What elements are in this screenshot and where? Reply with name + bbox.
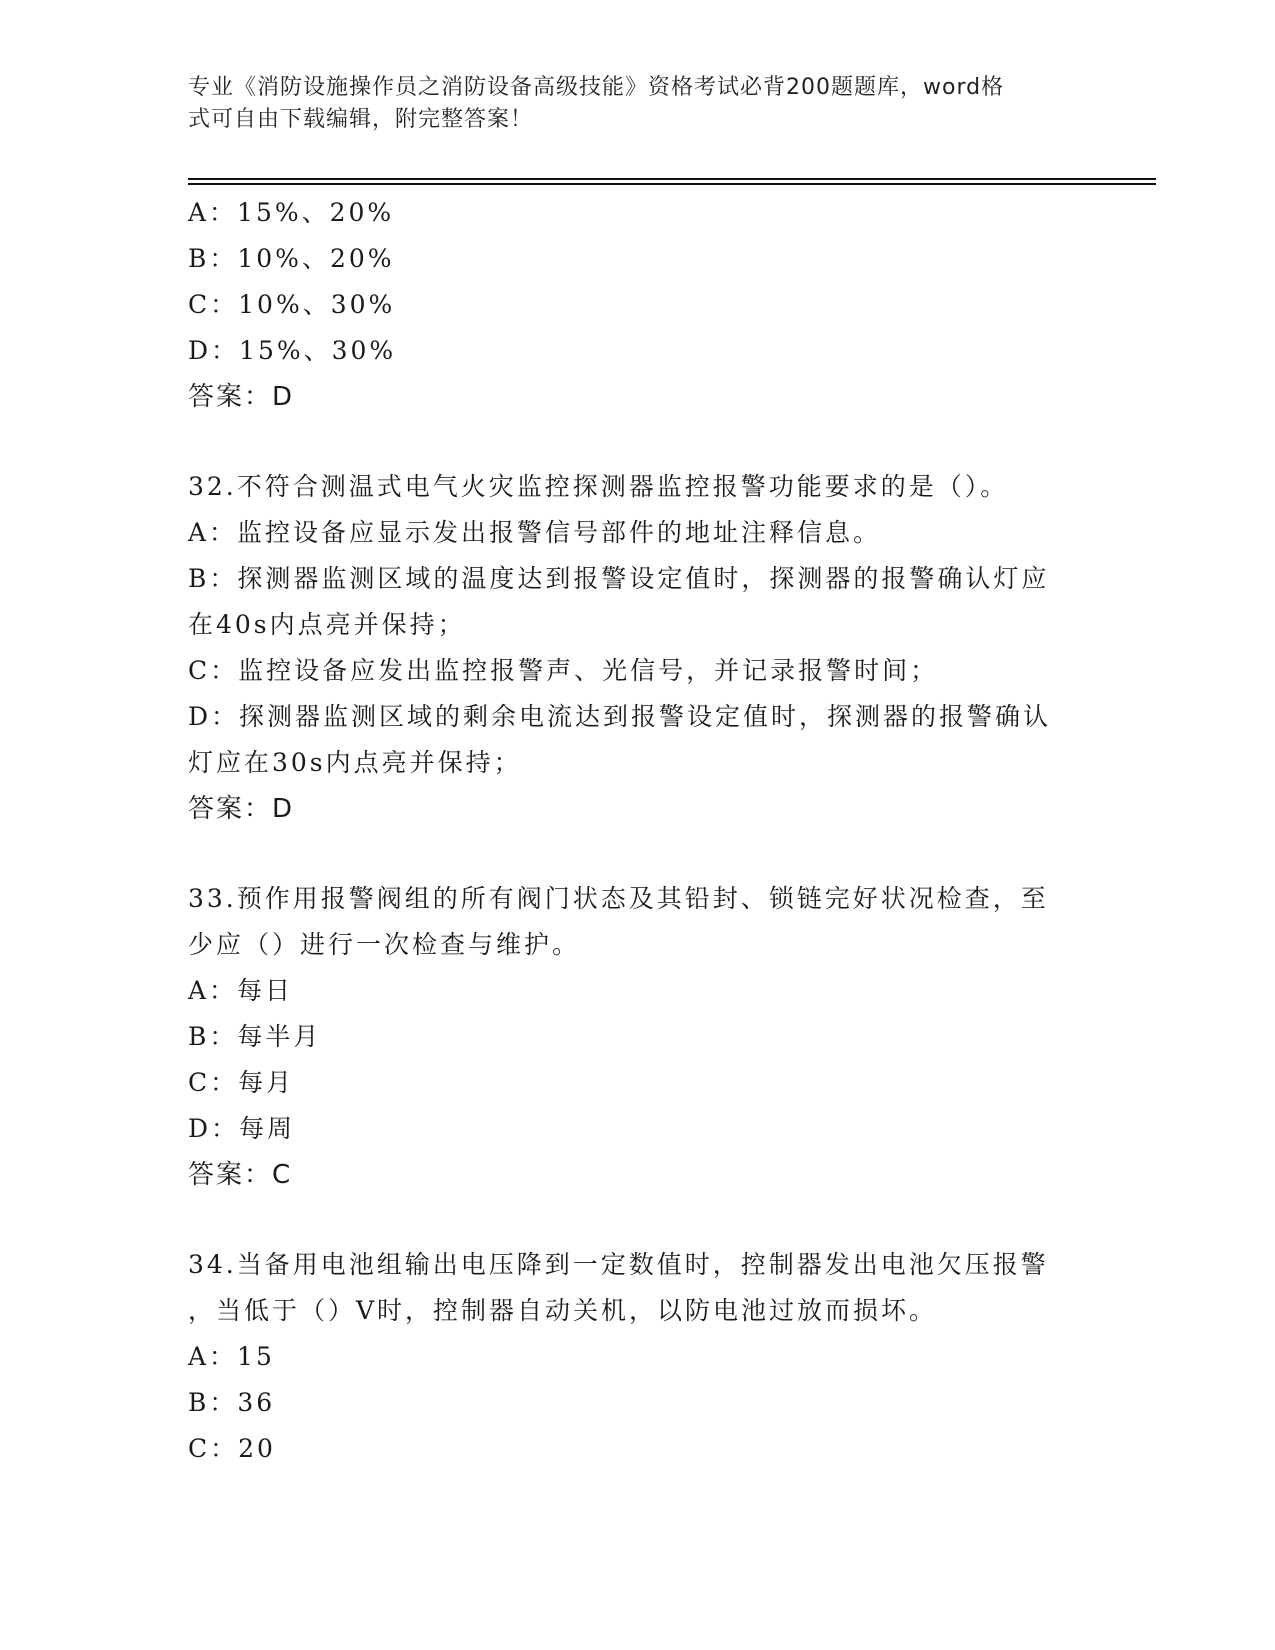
option-a: A：15%、20%	[188, 198, 395, 227]
answer-line: 答案：C	[188, 1160, 293, 1190]
option-d: D：15%、30%	[188, 336, 397, 365]
question-stem: 34.当备用电池组输出电压降到一定数值时，控制器发出电池欠压报警	[188, 1250, 1049, 1279]
option-d-continued: 灯应在30s内点亮并保持；	[188, 748, 522, 777]
answer-line: 答案：D	[188, 382, 295, 412]
spacer	[188, 832, 1088, 876]
question-stem-continued: 少应（）进行一次检查与维护。	[188, 930, 581, 959]
option-d: D：每周	[188, 1114, 296, 1143]
option-b: B：36	[188, 1388, 276, 1417]
question-stem-continued: ，当低于（）V时，控制器自动关机，以防电池过放而损坏。	[188, 1296, 938, 1325]
header-divider-top	[188, 178, 1156, 180]
option-c: C：10%、30%	[188, 290, 396, 319]
option-a: A：每日	[188, 976, 294, 1005]
document-header	[188, 72, 1088, 136]
question-stem: 33.预作用报警阀组的所有阀门状态及其铅封、锁链完好状况检查，至	[188, 884, 1049, 913]
question-32-block	[188, 464, 1088, 832]
header-divider-bottom	[188, 183, 1156, 185]
option-b: B：10%、20%	[188, 244, 395, 273]
header-line-2: 式可自由下载编辑，附完整答案！	[188, 107, 534, 132]
option-c: C：20	[188, 1434, 276, 1463]
spacer	[188, 1198, 1088, 1242]
option-b: B：探测器监测区域的温度达到报警设定值时，探测器的报警确认灯应	[188, 564, 1050, 593]
option-c: C：每月	[188, 1068, 295, 1097]
option-d: D：探测器监测区域的剩余电流达到报警设定值时，探测器的报警确认	[188, 702, 1052, 731]
answer-line: 答案：D	[188, 794, 295, 824]
question-34-block	[188, 1242, 1088, 1472]
question-33-block	[188, 876, 1088, 1198]
option-b: B：每半月	[188, 1022, 322, 1051]
header-line-1: 专业《消防设施操作员之消防设备高级技能》资格考试必背200题题库，word格	[188, 75, 1005, 100]
option-c: C：监控设备应发出监控报警声、光信号，并记录报警时间；	[188, 656, 939, 685]
question-stem: 32.不符合测温式电气火灾监控探测器监控报警功能要求的是（）。	[188, 472, 1009, 501]
option-a: A：15	[188, 1342, 275, 1371]
prev-question-block	[188, 190, 1088, 420]
option-b-continued: 在40s内点亮并保持；	[188, 610, 466, 639]
spacer	[188, 420, 1088, 464]
option-a: A：监控设备应显示发出报警信号部件的地址注释信息。	[188, 518, 882, 547]
question-content	[188, 190, 1088, 1472]
